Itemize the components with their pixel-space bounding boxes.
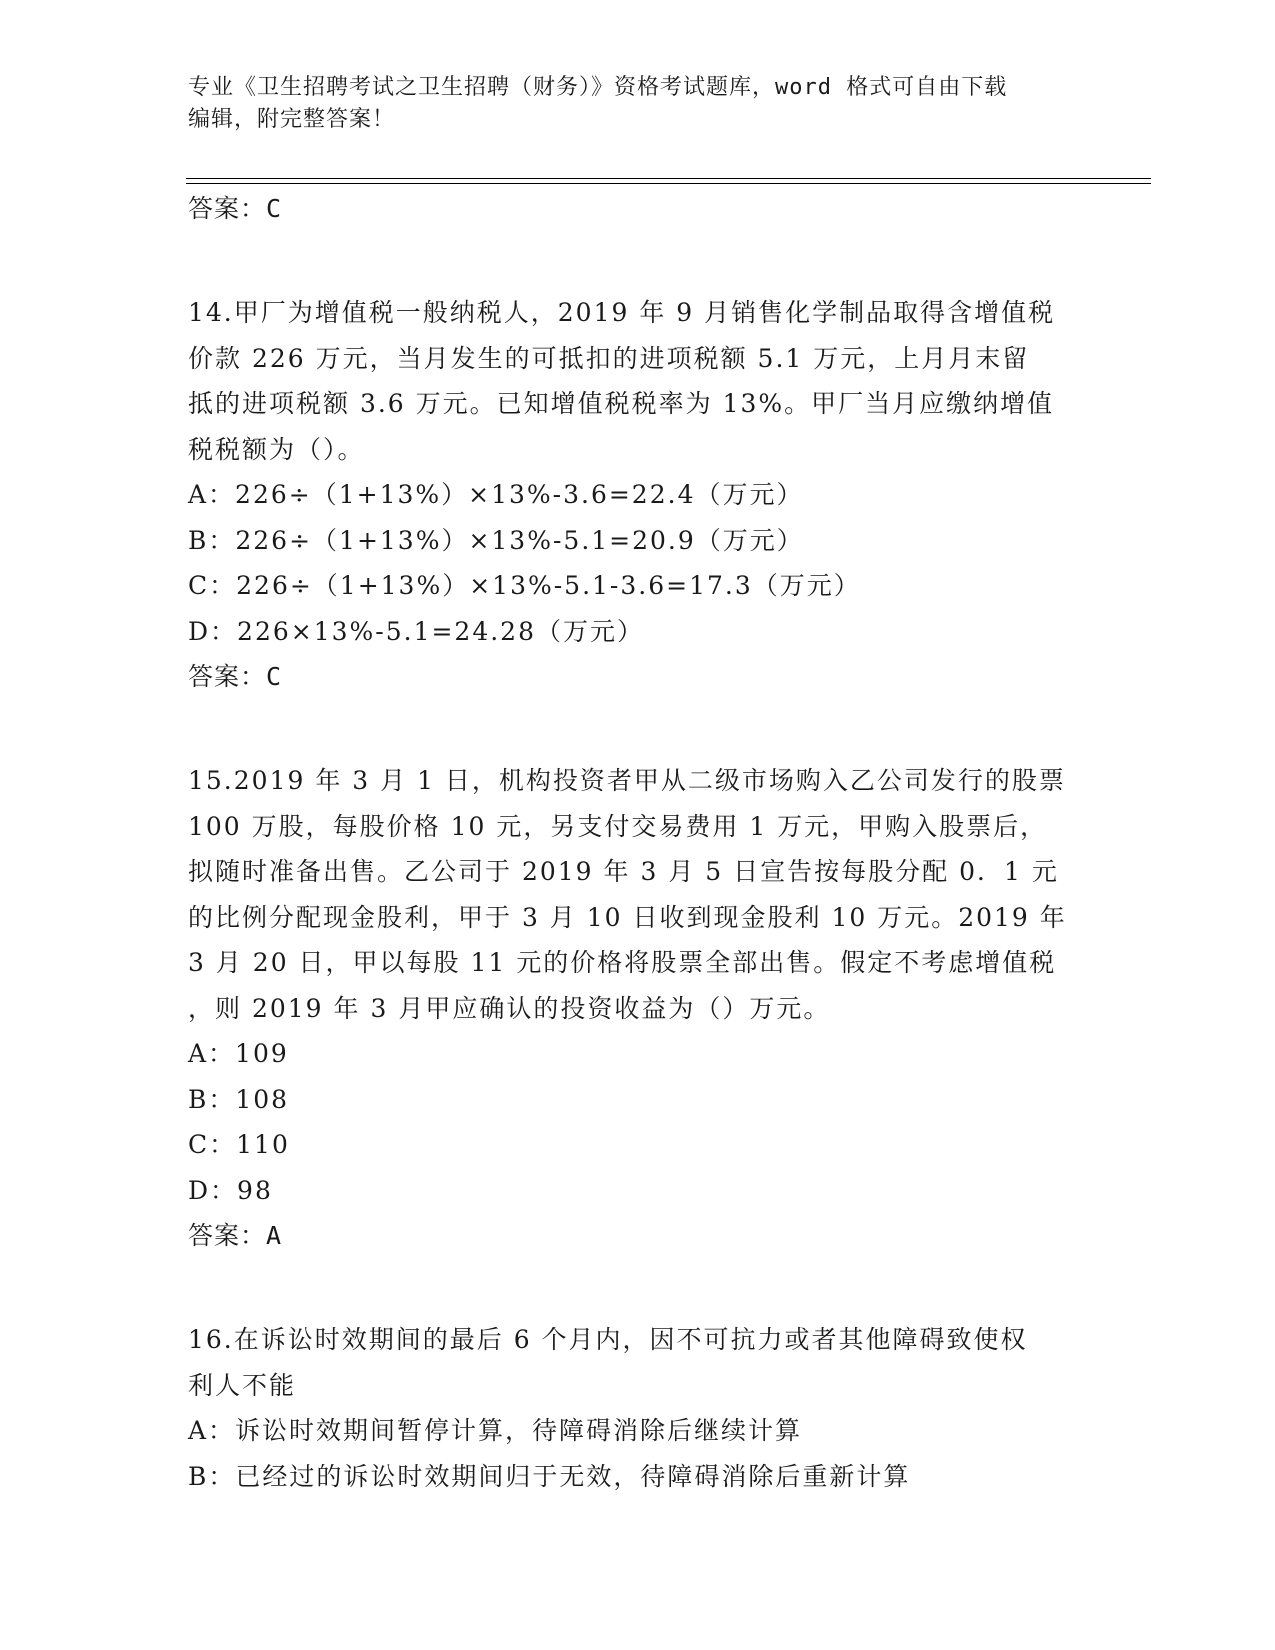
question-16-option-a: A：诉讼时效期间暂停计算，待障碍消除后继续计算	[188, 1416, 803, 1445]
header-line-1: 专业《卫生招聘考试之卫生招聘（财务）》资格考试题库，word 格式可自由下载	[188, 75, 1008, 100]
question-14-answer: 答案：C	[188, 662, 283, 691]
question-content	[188, 186, 1108, 1499]
question-15-option-c: C：110	[188, 1130, 290, 1159]
question-15-line-1: 15.2019 年 3 月 1 日，机构投资者甲从二级市场购入乙公司发行的股票	[188, 766, 1066, 795]
document-header	[188, 72, 1088, 136]
question-14-line-4: 税税额为（）。	[188, 434, 365, 464]
question-15-option-b: B：108	[188, 1084, 290, 1114]
question-14	[188, 290, 1108, 700]
header-divider	[186, 178, 1151, 184]
question-16-option-b: B：已经过的诉讼时效期间归于无效，待障碍消除后重新计算	[188, 1461, 911, 1491]
question-15-line-2: 100 万股，每股价格 10 元，另支付交易费用 1 万元，甲购入股票后，	[188, 811, 1048, 841]
question-14-line-1: 14.甲厂为增值税一般纳税人，2019 年 9 月销售化学制品取得含增值税	[188, 298, 1056, 327]
question-14-line-3: 抵的进项税额 3.6 万元。已知增值税税率为 13%。甲厂当月应缴纳增值	[188, 389, 1055, 418]
question-15-answer: 答案：A	[188, 1221, 283, 1250]
question-16-line-2: 利人不能	[188, 1370, 297, 1400]
question-15-option-a: A：109	[188, 1039, 289, 1068]
question-14-option-a: A：226÷（1+13%）×13%-3.6=22.4（万元）	[188, 480, 804, 509]
question-15-line-4: 的比例分配现金股利，甲于 3 月 10 日收到现金股利 10 万元。2019 年	[188, 902, 1067, 932]
question-16	[188, 1317, 1108, 1499]
previous-answer: 答案：C	[188, 194, 283, 223]
question-15-option-d: D：98	[188, 1175, 273, 1205]
question-14-option-d: D：226×13%-5.1=24.28（万元）	[188, 616, 644, 646]
question-15-line-5: 3 月 20 日，甲以每股 11 元的价格将股票全部出售。假定不考虑增值税	[188, 948, 1057, 977]
question-16-line-1: 16.在诉讼时效期间的最后 6 个月内，因不可抗力或者其他障碍致使权	[188, 1325, 1028, 1354]
header-line-2: 编辑，附完整答案！	[188, 107, 396, 132]
question-15-line-6: ，则 2019 年 3 月甲应确认的投资收益为（）万元。	[188, 993, 831, 1023]
question-14-line-2: 价款 226 万元，当月发生的可抵扣的进项税额 5.1 万元，上月月末留	[188, 343, 1030, 373]
question-15	[188, 758, 1108, 1259]
question-15-line-3: 拟随时准备出售。乙公司于 2019 年 3 月 5 日宣告按每股分配 0．1 元	[188, 857, 1059, 886]
question-14-option-b: B：226÷（1+13%）×13%-5.1=20.9（万元）	[188, 525, 804, 555]
question-14-option-c: C：226÷（1+13%）×13%-5.1-3.6=17.3（万元）	[188, 571, 861, 600]
